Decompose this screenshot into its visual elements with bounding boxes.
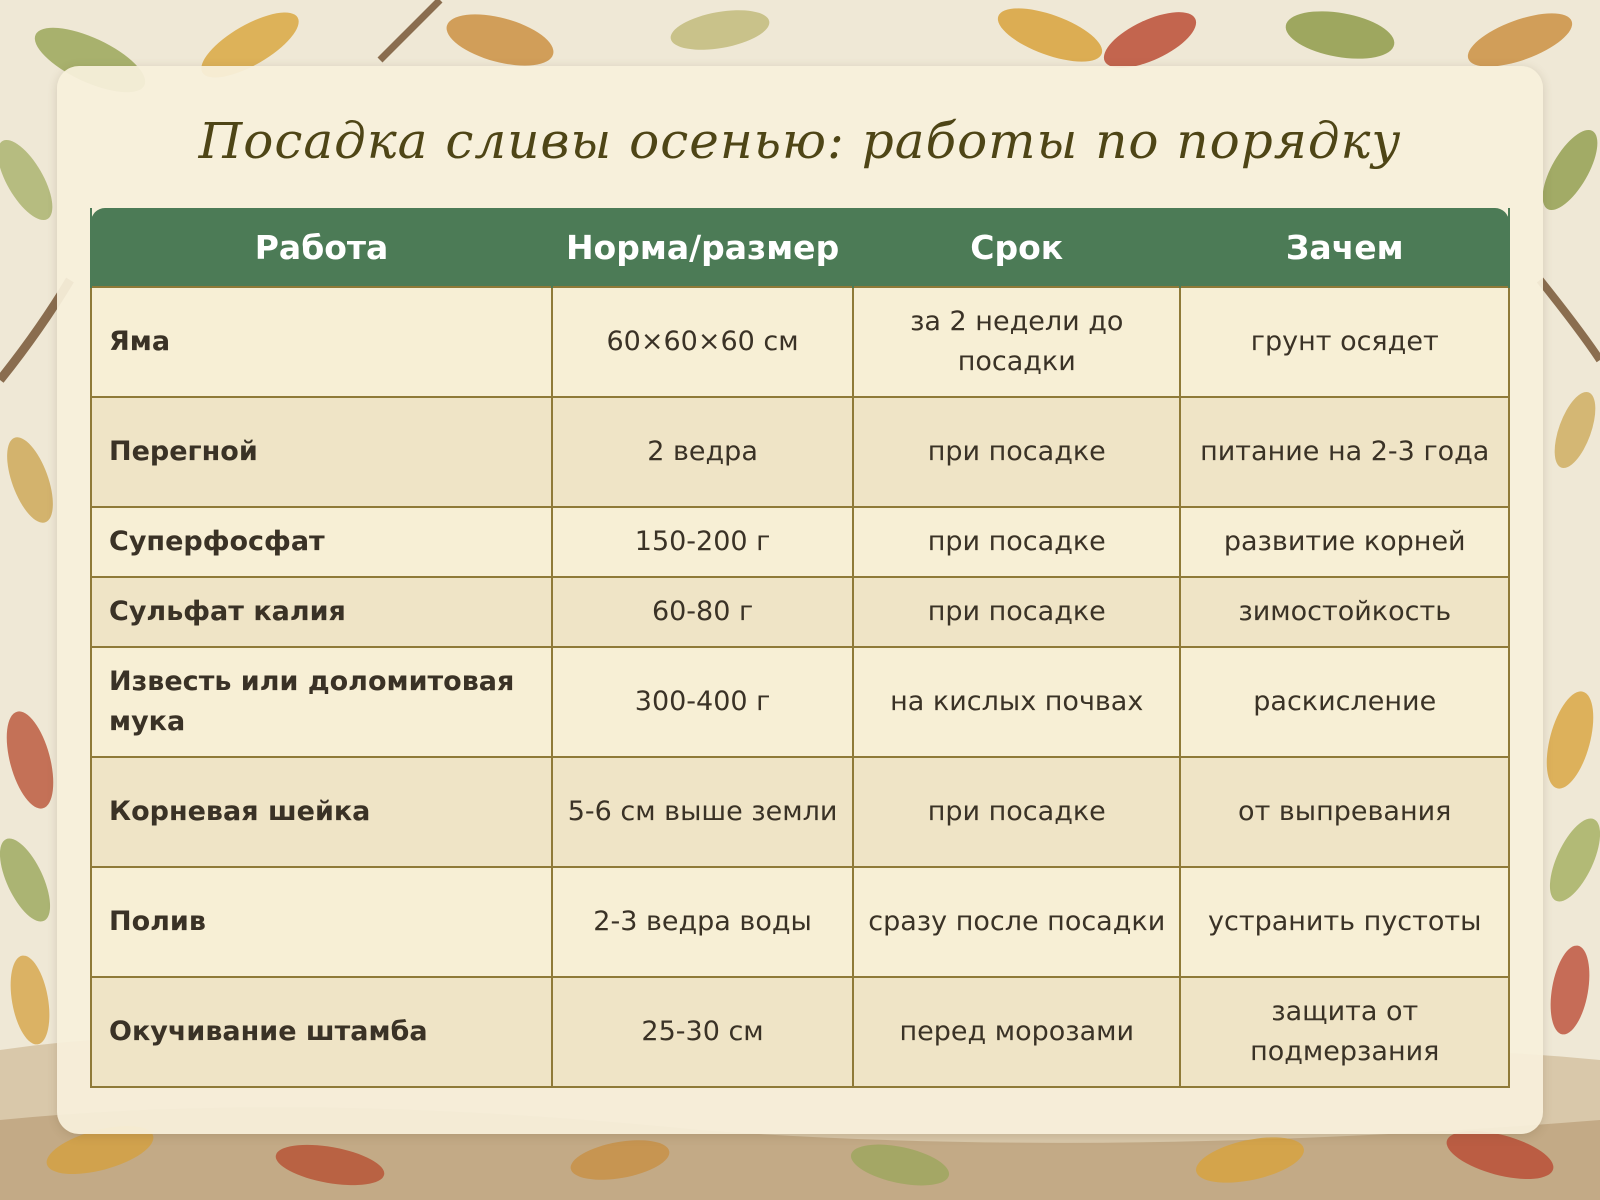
cell-norm: 60×60×60 см (552, 287, 853, 397)
cell-reason: зимостойкость (1180, 577, 1509, 647)
cell-term: за 2 недели до посадки (853, 287, 1180, 397)
cell-work: Корневая шейка (91, 757, 552, 867)
cell-term: при посадке (853, 757, 1180, 867)
cell-norm: 2-3 ведра воды (552, 867, 853, 977)
header-row (91, 208, 1509, 287)
cell-reason: грунт осядет (1180, 287, 1509, 397)
planting-table (90, 208, 1510, 1088)
column-header-term: Срок (853, 208, 1180, 287)
cell-reason: защита от подмерзания (1180, 977, 1509, 1087)
cell-reason: от выпревания (1180, 757, 1509, 867)
cell-term: при посадке (853, 397, 1180, 507)
cell-norm: 2 ведра (552, 397, 853, 507)
cell-reason: раскисление (1180, 647, 1509, 757)
cell-reason: устранить пустоты (1180, 867, 1509, 977)
table-row (91, 507, 1509, 577)
cell-work: Окучивание штамба (91, 977, 552, 1087)
table-row (91, 977, 1509, 1087)
cell-work: Сульфат калия (91, 577, 552, 647)
cell-work: Перегной (91, 397, 552, 507)
cell-norm: 60-80 г (552, 577, 853, 647)
column-header-norm: Норма/размер (552, 208, 853, 287)
table-header (91, 208, 1509, 287)
cell-reason: развитие корней (1180, 507, 1509, 577)
table-row (91, 577, 1509, 647)
cell-term: на кислых почвах (853, 647, 1180, 757)
cell-work: Полив (91, 867, 552, 977)
table-row (91, 397, 1509, 507)
cell-term: при посадке (853, 507, 1180, 577)
cell-work: Яма (91, 287, 552, 397)
cell-term: сразу после посадки (853, 867, 1180, 977)
table-row (91, 287, 1509, 397)
cell-work: Суперфосфат (91, 507, 552, 577)
cell-norm: 25-30 см (552, 977, 853, 1087)
column-header-work: Работа (91, 208, 552, 287)
cell-reason: питание на 2-3 года (1180, 397, 1509, 507)
page-title: Посадка сливы осенью: работы по порядку (198, 112, 1402, 170)
column-header-reason: Зачем (1180, 208, 1509, 287)
cell-norm: 5-6 см выше земли (552, 757, 853, 867)
cell-term: при посадке (853, 577, 1180, 647)
table-row (91, 757, 1509, 867)
cell-norm: 300-400 г (552, 647, 853, 757)
table-body (91, 287, 1509, 1087)
cell-term: перед морозами (853, 977, 1180, 1087)
table-row (91, 647, 1509, 757)
cell-work: Известь или доломитовая мука (91, 647, 552, 757)
table-row (91, 867, 1509, 977)
cell-norm: 150-200 г (552, 507, 853, 577)
